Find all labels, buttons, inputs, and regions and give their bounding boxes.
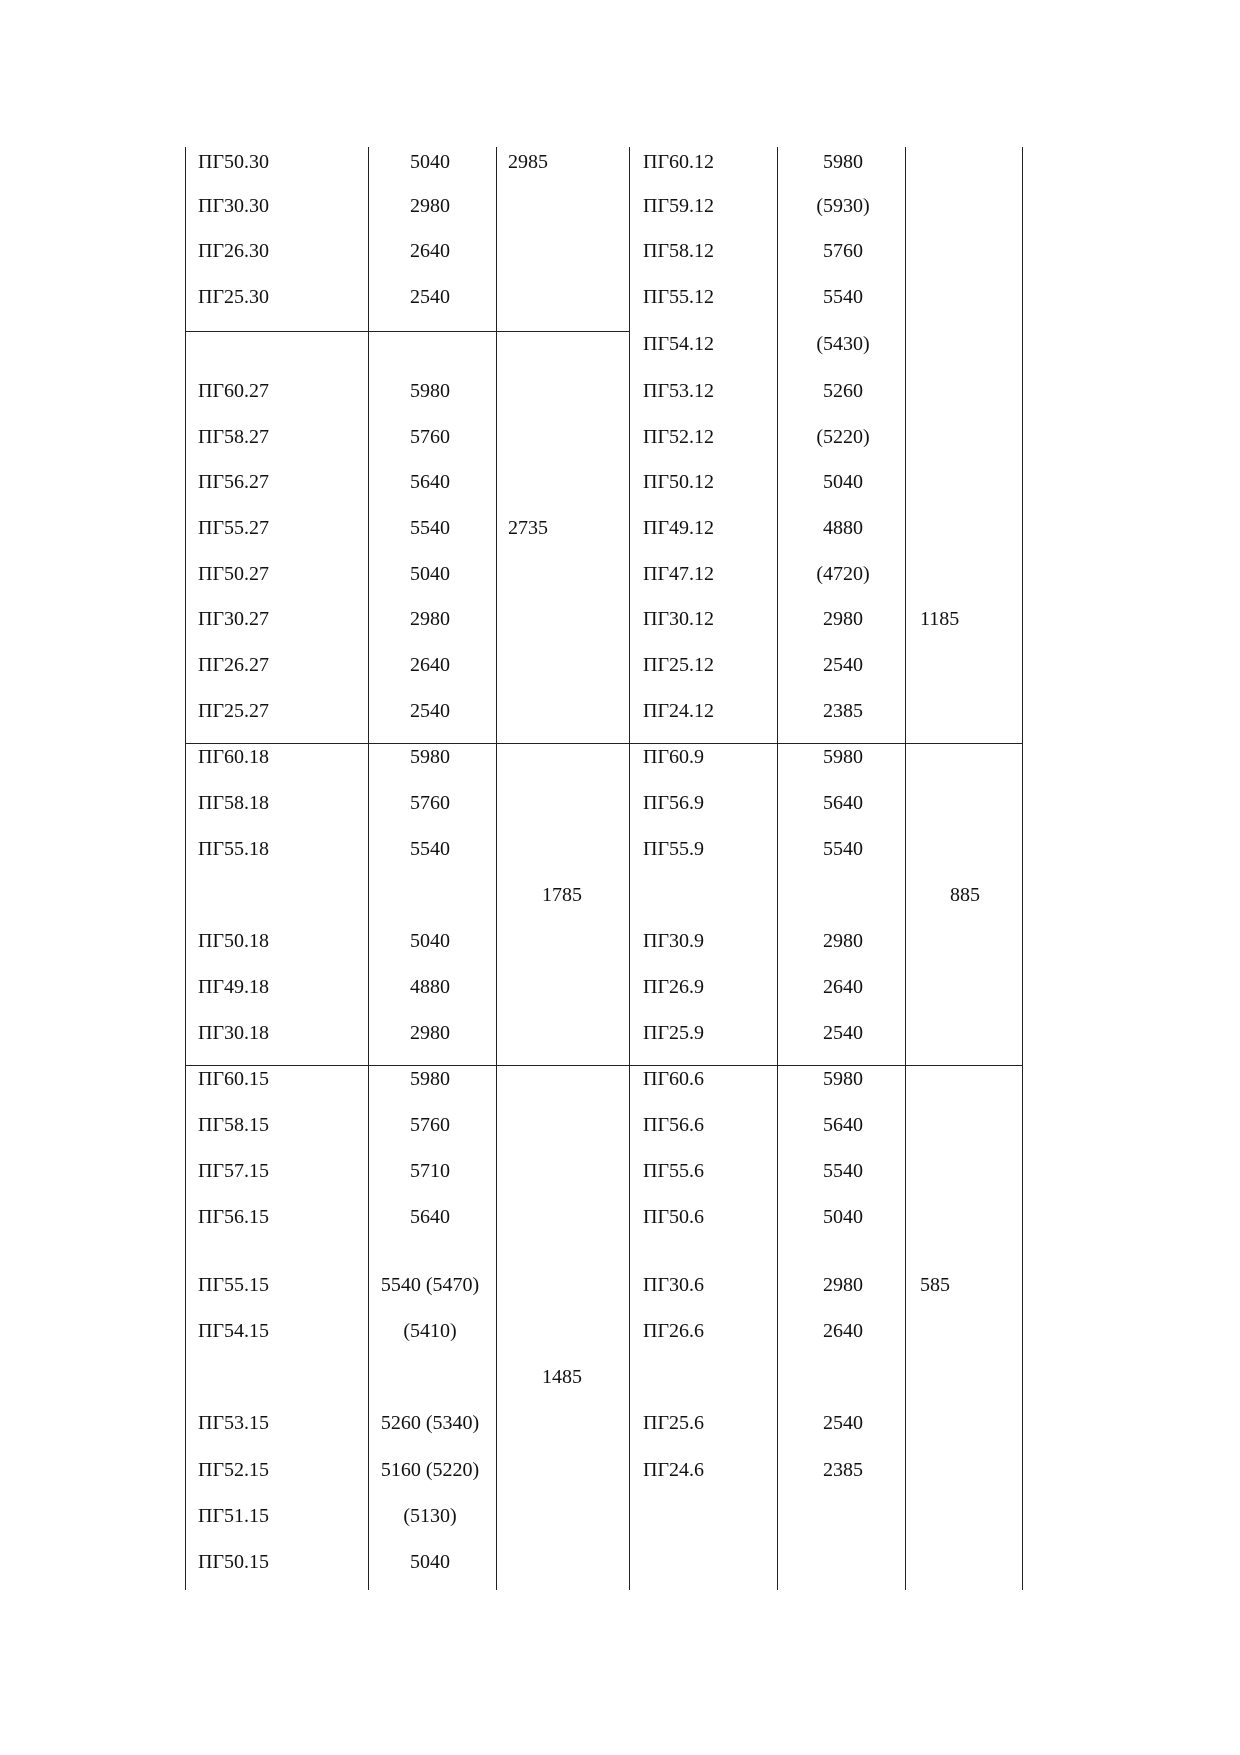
table-row-rule: [185, 331, 629, 332]
table-cell-length: 2980: [410, 1022, 450, 1044]
table-cell-mark: ПГ30.12: [643, 608, 715, 630]
table-column-rule: [905, 147, 906, 1590]
table-cell-mark: ПГ55.6: [643, 1160, 705, 1182]
table-cell-length: 5040: [823, 471, 863, 493]
table-cell-mark: ПГ30.6: [643, 1274, 705, 1296]
table-cell-mark: ПГ52.15: [198, 1459, 270, 1481]
table-cell-length: 2385: [823, 700, 863, 722]
table-cell-length: 5540 (5470): [380, 1274, 480, 1296]
table-cell-mark: ПГ50.6: [643, 1206, 705, 1228]
table-cell-length: 2540: [823, 1022, 863, 1044]
table-cell-mark: ПГ58.27: [198, 426, 270, 448]
table-cell-mark: ПГ53.15: [198, 1412, 270, 1434]
table-cell-length: 2980: [410, 195, 450, 217]
table-cell-length: (4720): [816, 563, 870, 585]
table-cell-length: (5130): [403, 1505, 457, 1527]
table-cell-mark: ПГ47.12: [643, 563, 715, 585]
table-cell-length: 2640: [823, 1320, 863, 1342]
table-cell-mark: ПГ55.18: [198, 838, 270, 860]
table-cell-length: 4880: [823, 517, 863, 539]
table-cell-mark: ПГ24.6: [643, 1459, 705, 1481]
table-cell-mark: ПГ55.12: [643, 286, 715, 308]
table-cell-mark: ПГ26.30: [198, 240, 270, 262]
table-cell-mark: ПГ49.18: [198, 976, 270, 998]
table-cell-length: 2980: [823, 1274, 863, 1296]
table-cell-length: 2980: [823, 608, 863, 630]
table-column-rule: [629, 147, 630, 1590]
table-cell-length: (5930): [816, 195, 870, 217]
table-cell-length: 5980: [410, 1068, 450, 1090]
table-cell-mark: ПГ50.15: [198, 1551, 270, 1573]
table-cell-length: 5040: [410, 151, 450, 173]
table-cell-mark: ПГ51.15: [198, 1505, 270, 1527]
table-cell-mark: ПГ56.15: [198, 1206, 270, 1228]
table-cell-mark: ПГ50.27: [198, 563, 270, 585]
table-cell-mark: ПГ24.12: [643, 700, 715, 722]
table-cell-length: 5640: [823, 1114, 863, 1136]
table-cell-width: 2985: [508, 151, 548, 173]
table-cell-mark: ПГ50.30: [198, 151, 270, 173]
table-cell-length: 5040: [823, 1206, 863, 1228]
table-cell-mark: ПГ26.6: [643, 1320, 705, 1342]
table-cell-width: 585: [920, 1274, 950, 1296]
table-cell-length: 5980: [410, 746, 450, 768]
table-cell-length: 5980: [823, 1068, 863, 1090]
table-cell-width: 1185: [920, 608, 960, 630]
table-cell-length: 2980: [410, 608, 450, 630]
table-cell-mark: ПГ30.27: [198, 608, 270, 630]
table-cell-mark: ПГ25.30: [198, 286, 270, 308]
table-cell-mark: ПГ26.9: [643, 976, 705, 998]
table-cell-length: 2640: [823, 976, 863, 998]
table-cell-length: 5760: [410, 426, 450, 448]
table-cell-length: 5710: [410, 1160, 450, 1182]
table-cell-mark: ПГ25.6: [643, 1412, 705, 1434]
table-cell-mark: ПГ60.18: [198, 746, 270, 768]
table-cell-length: 5980: [410, 380, 450, 402]
table-cell-length: 2385: [823, 1459, 863, 1481]
table-cell-mark: ПГ56.27: [198, 471, 270, 493]
table-column-rule: [1022, 147, 1023, 1590]
table-cell-length: 2980: [823, 930, 863, 952]
table-cell-mark: ПГ54.12: [643, 333, 715, 355]
table-cell-mark: ПГ55.9: [643, 838, 705, 860]
table-cell-length: 2640: [410, 654, 450, 676]
table-cell-length: 5980: [823, 151, 863, 173]
table-cell-mark: ПГ60.27: [198, 380, 270, 402]
table-cell-length: 5760: [823, 240, 863, 262]
table-cell-length: (5410): [403, 1320, 457, 1342]
table-cell-length: 5540: [823, 286, 863, 308]
table-column-rule: [185, 147, 186, 1590]
table-cell-mark: ПГ54.15: [198, 1320, 270, 1342]
table-cell-mark: ПГ50.12: [643, 471, 715, 493]
table-cell-length: 5040: [410, 563, 450, 585]
table-column-rule: [368, 147, 369, 1590]
table-cell-length: 5260: [823, 380, 863, 402]
table-cell-length: 2540: [410, 286, 450, 308]
table-cell-mark: ПГ53.12: [643, 380, 715, 402]
table-cell-mark: ПГ55.27: [198, 517, 270, 539]
table-cell-mark: ПГ50.18: [198, 930, 270, 952]
table-cell-length: 5760: [410, 792, 450, 814]
table-cell-length: 2540: [823, 1412, 863, 1434]
table-cell-length: 5640: [823, 792, 863, 814]
table-cell-mark: ПГ59.12: [643, 195, 715, 217]
table-column-rule: [777, 147, 778, 1590]
table-cell-length: 5640: [410, 471, 450, 493]
table-cell-mark: ПГ57.15: [198, 1160, 270, 1182]
table-cell-length: 5260 (5340): [380, 1412, 480, 1434]
table-cell-length: 5040: [410, 930, 450, 952]
table-cell-mark: ПГ30.30: [198, 195, 270, 217]
table-cell-mark: ПГ56.9: [643, 792, 705, 814]
table-cell-length: 5640: [410, 1206, 450, 1228]
table-cell-width: 1785: [542, 884, 582, 906]
table-cell-mark: ПГ60.6: [643, 1068, 705, 1090]
table-cell-mark: ПГ58.12: [643, 240, 715, 262]
table-cell-length: 2640: [410, 240, 450, 262]
table-cell-mark: ПГ58.18: [198, 792, 270, 814]
table-cell-width: 2735: [508, 517, 548, 539]
table-cell-mark: ПГ49.12: [643, 517, 715, 539]
table-cell-length: 5540: [410, 838, 450, 860]
table-cell-length: 4880: [410, 976, 450, 998]
table-cell-length: 2540: [823, 654, 863, 676]
table-cell-length: 5980: [823, 746, 863, 768]
table-cell-mark: ПГ56.6: [643, 1114, 705, 1136]
table-cell-mark: ПГ60.12: [643, 151, 715, 173]
table-row-rule: [185, 743, 1022, 744]
table-cell-mark: ПГ25.9: [643, 1022, 705, 1044]
table-cell-mark: ПГ52.12: [643, 426, 715, 448]
table-cell-length: 5040: [410, 1551, 450, 1573]
table-cell-mark: ПГ25.27: [198, 700, 270, 722]
table-cell-length: 5540: [410, 517, 450, 539]
table-row-rule: [185, 1065, 1022, 1066]
table-cell-width: 1485: [542, 1366, 582, 1388]
table-column-rule: [496, 147, 497, 1590]
table-cell-length: (5430): [816, 333, 870, 355]
table-cell-width: 885: [950, 884, 980, 906]
table-cell-length: (5220): [816, 426, 870, 448]
table-cell-length: 5540: [823, 838, 863, 860]
table-cell-length: 2540: [410, 700, 450, 722]
table-cell-length: 5760: [410, 1114, 450, 1136]
table-cell-mark: ПГ60.9: [643, 746, 705, 768]
table-cell-mark: ПГ60.15: [198, 1068, 270, 1090]
table-cell-length: 5540: [823, 1160, 863, 1182]
table-cell-mark: ПГ26.27: [198, 654, 270, 676]
table-cell-mark: ПГ58.15: [198, 1114, 270, 1136]
table-cell-length: 5160 (5220): [380, 1459, 480, 1481]
table-cell-mark: ПГ30.18: [198, 1022, 270, 1044]
table-cell-mark: ПГ55.15: [198, 1274, 270, 1296]
table-cell-mark: ПГ25.12: [643, 654, 715, 676]
table-cell-mark: ПГ30.9: [643, 930, 705, 952]
